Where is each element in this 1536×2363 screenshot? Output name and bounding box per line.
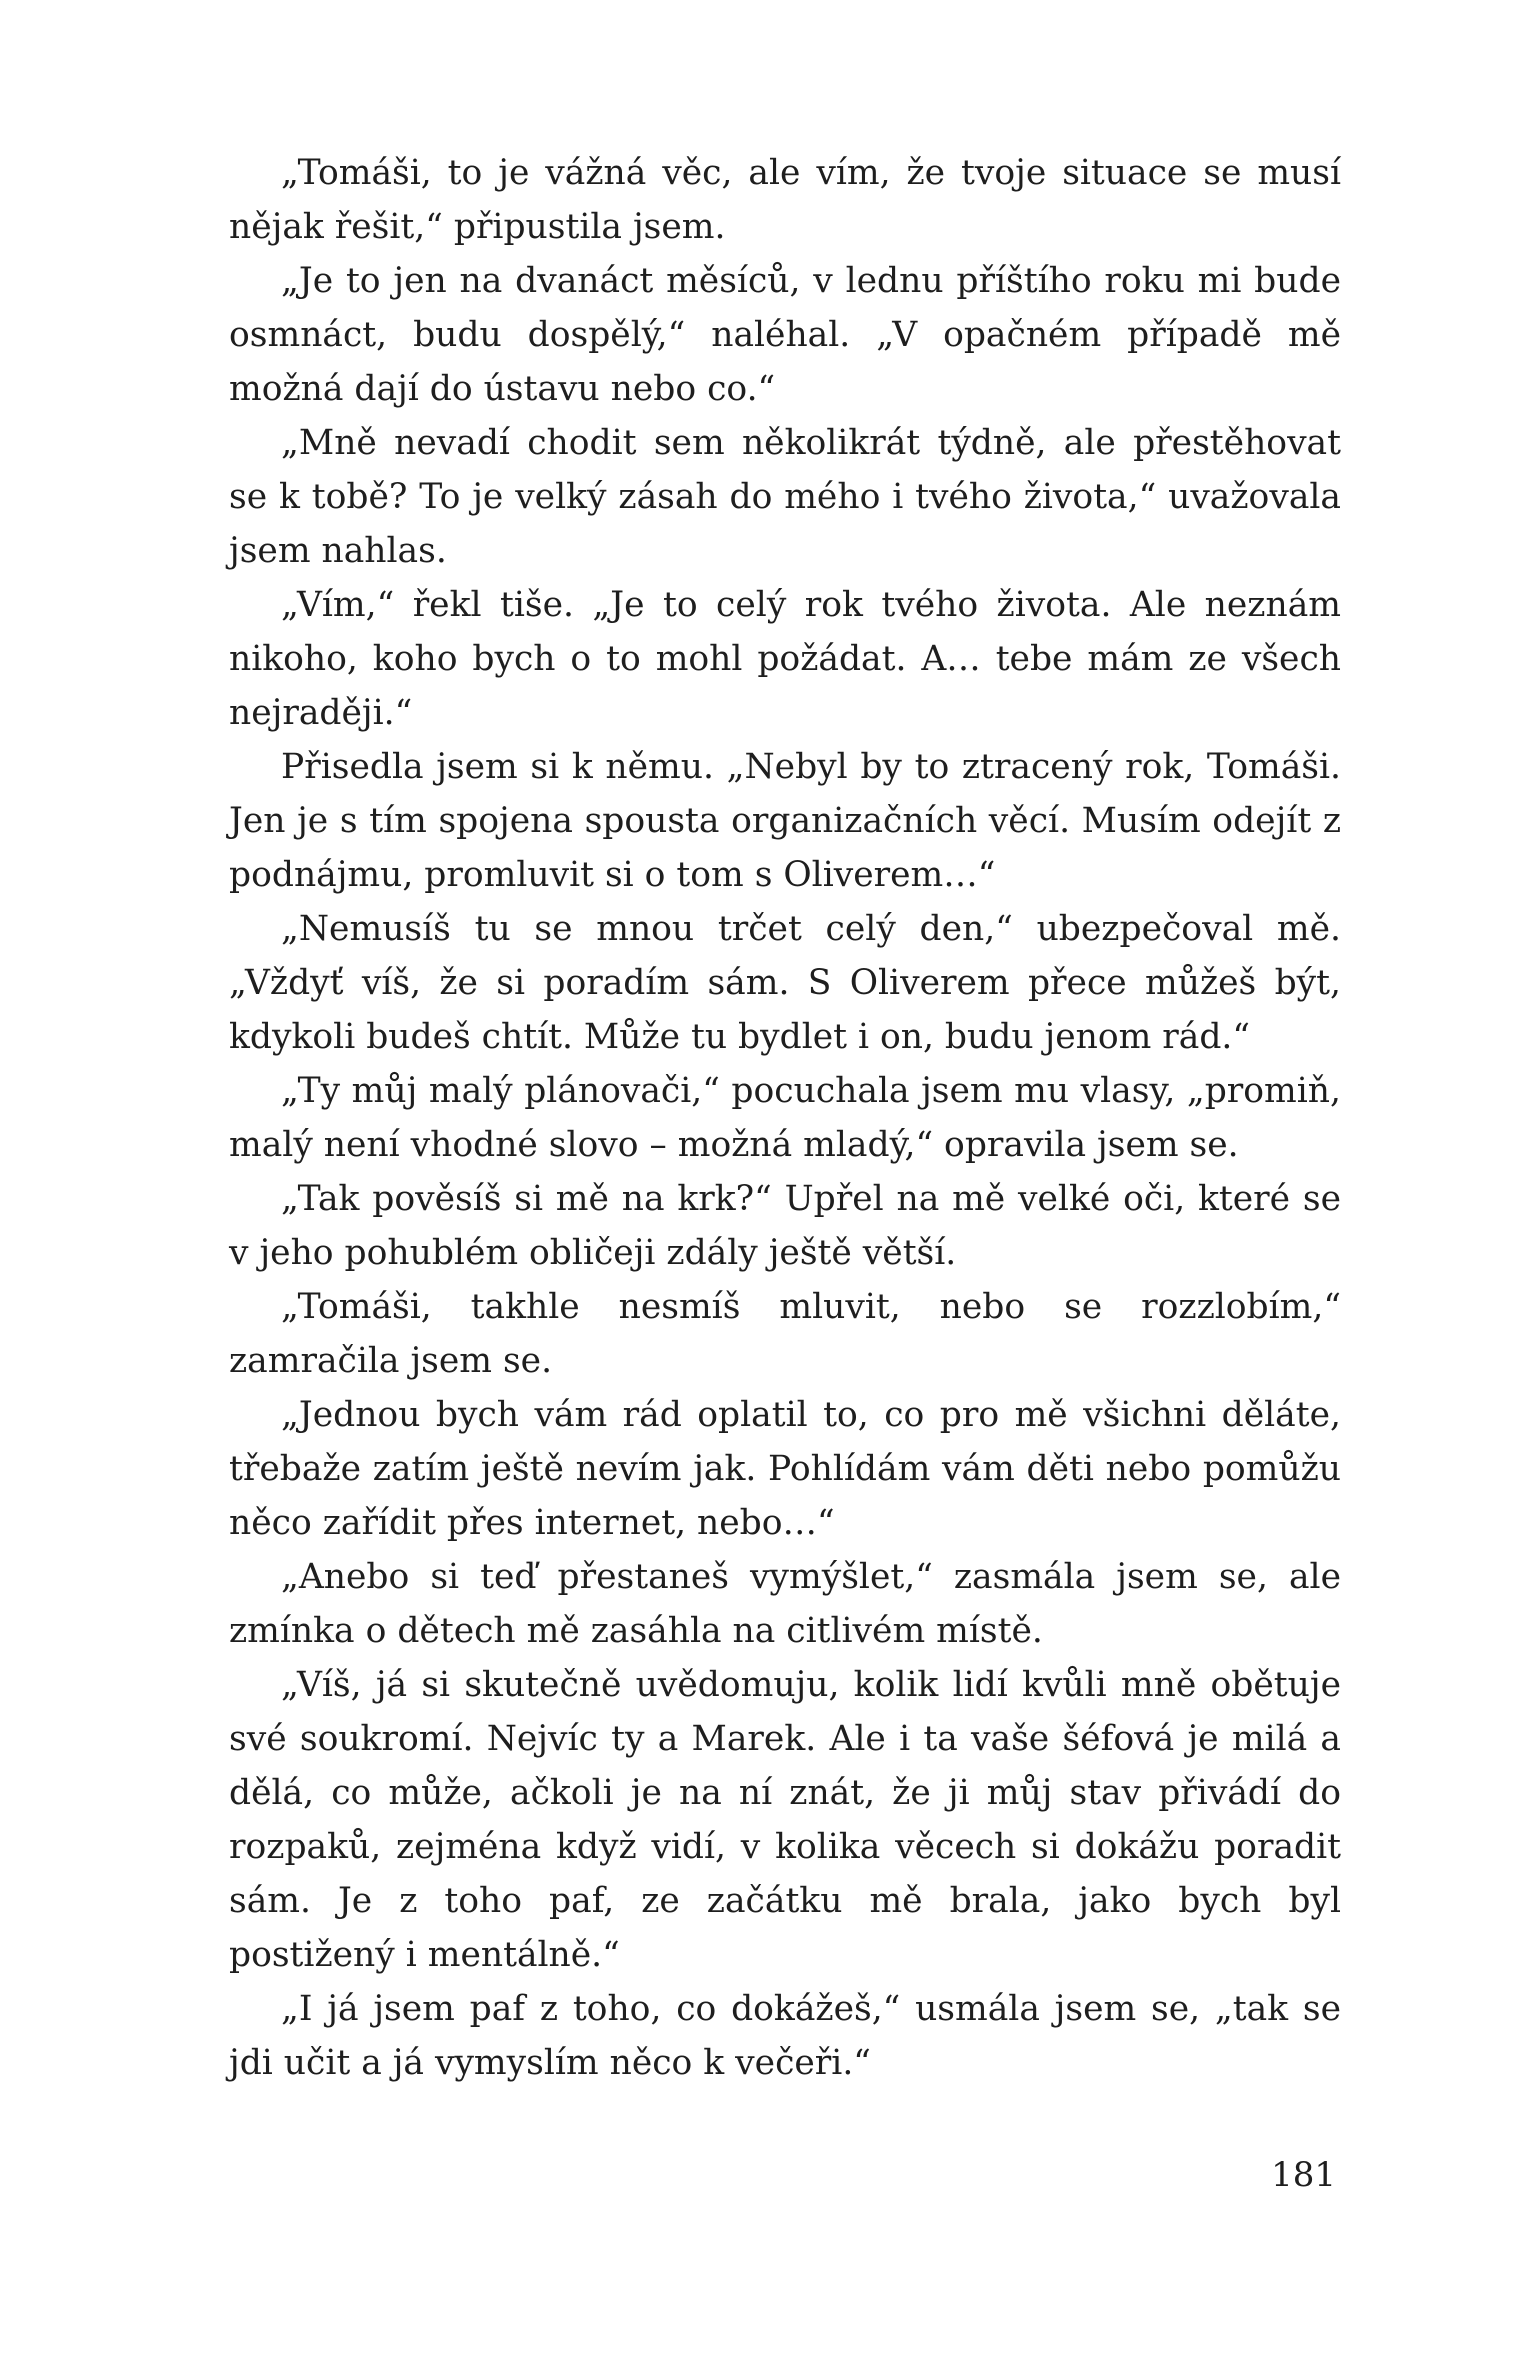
paragraph: „Mně nevadí chodit sem několikrát týdně, ale přestěhovat se k tobě? To je velký zásah do mého i tvého života,“ uvažovala jsem nahlas. (229, 423, 1341, 571)
paragraph: „Je to jen na dvanáct měsíců, v lednu příštího roku mi bude osmnáct, budu dospělý,“ naléhal. „V opačném případě mě možná dají do ústavu nebo co.“ (229, 261, 1341, 409)
paragraph: „Nemusíš tu se mnou trčet celý den,“ ubezpečoval mě. „Vždyť víš, že si poradím sám. S Oliverem přece můžeš být, kdykoli budeš chtít. Může tu bydlet i on, budu jenom rád.“ (229, 909, 1341, 1057)
paragraph: „Jednou bych vám rád oplatil to, co pro mě všichni děláte, třebaže zatím ještě nevím jak. Pohlídám vám děti nebo pomůžu něco zařídit přes internet, nebo…“ (229, 1395, 1341, 1543)
paragraph: „Víš, já si skutečně uvědomuju, kolik lidí kvůli mně obětuje své soukromí. Nejvíc ty a Marek. Ale i ta vaše šéfová je milá a dělá, co může, ačkoli je na ní znát, že ji můj stav přivádí do rozpaků, zejména když vidí, v kolika věcech si dokážu poradit sám. Je z toho paf, ze začátku mě brala, jako bych byl postižený i mentálně.“ (229, 1665, 1341, 1975)
paragraph: „I já jsem paf z toho, co dokážeš,“ usmála jsem se, „tak se jdi učit a já vymyslím něco k večeři.“ (229, 1989, 1341, 2083)
paragraph: Přisedla jsem si k němu. „Nebyl by to ztracený rok, Tomáši. Jen je s tím spojena spousta organizačních věcí. Musím odejít z podnájmu, promluvit si o tom s Oliverem…“ (229, 747, 1341, 895)
page-number: 181 (1271, 2155, 1336, 2195)
paragraph: „Tomáši, to je vážná věc, ale vím, že tvoje situace se musí nějak řešit,“ připustila jsem. (229, 153, 1341, 247)
paragraph: „Vím,“ řekl tiše. „Je to celý rok tvého života. Ale neznám nikoho, koho bych o to mohl požádat. A… tebe mám ze všech nejraději.“ (229, 585, 1341, 733)
paragraph: „Anebo si teď přestaneš vymýšlet,“ zasmála jsem se, ale zmínka o dětech mě zasáhla na citlivém místě. (229, 1557, 1341, 1651)
paragraph: „Ty můj malý plánovači,“ pocuchala jsem mu vlasy, „promiň, malý není vhodné slovo – možná mladý,“ opravila jsem se. (229, 1071, 1341, 1165)
paragraph: „Tomáši, takhle nesmíš mluvit, nebo se rozzlobím,“ zamračila jsem se. (229, 1287, 1341, 1381)
body-text (229, 146, 1341, 2090)
paragraph: „Tak pověsíš si mě na krk?“ Upřel na mě velké oči, které se v jeho pohublém obličeji zdály ještě větší. (229, 1179, 1341, 1273)
